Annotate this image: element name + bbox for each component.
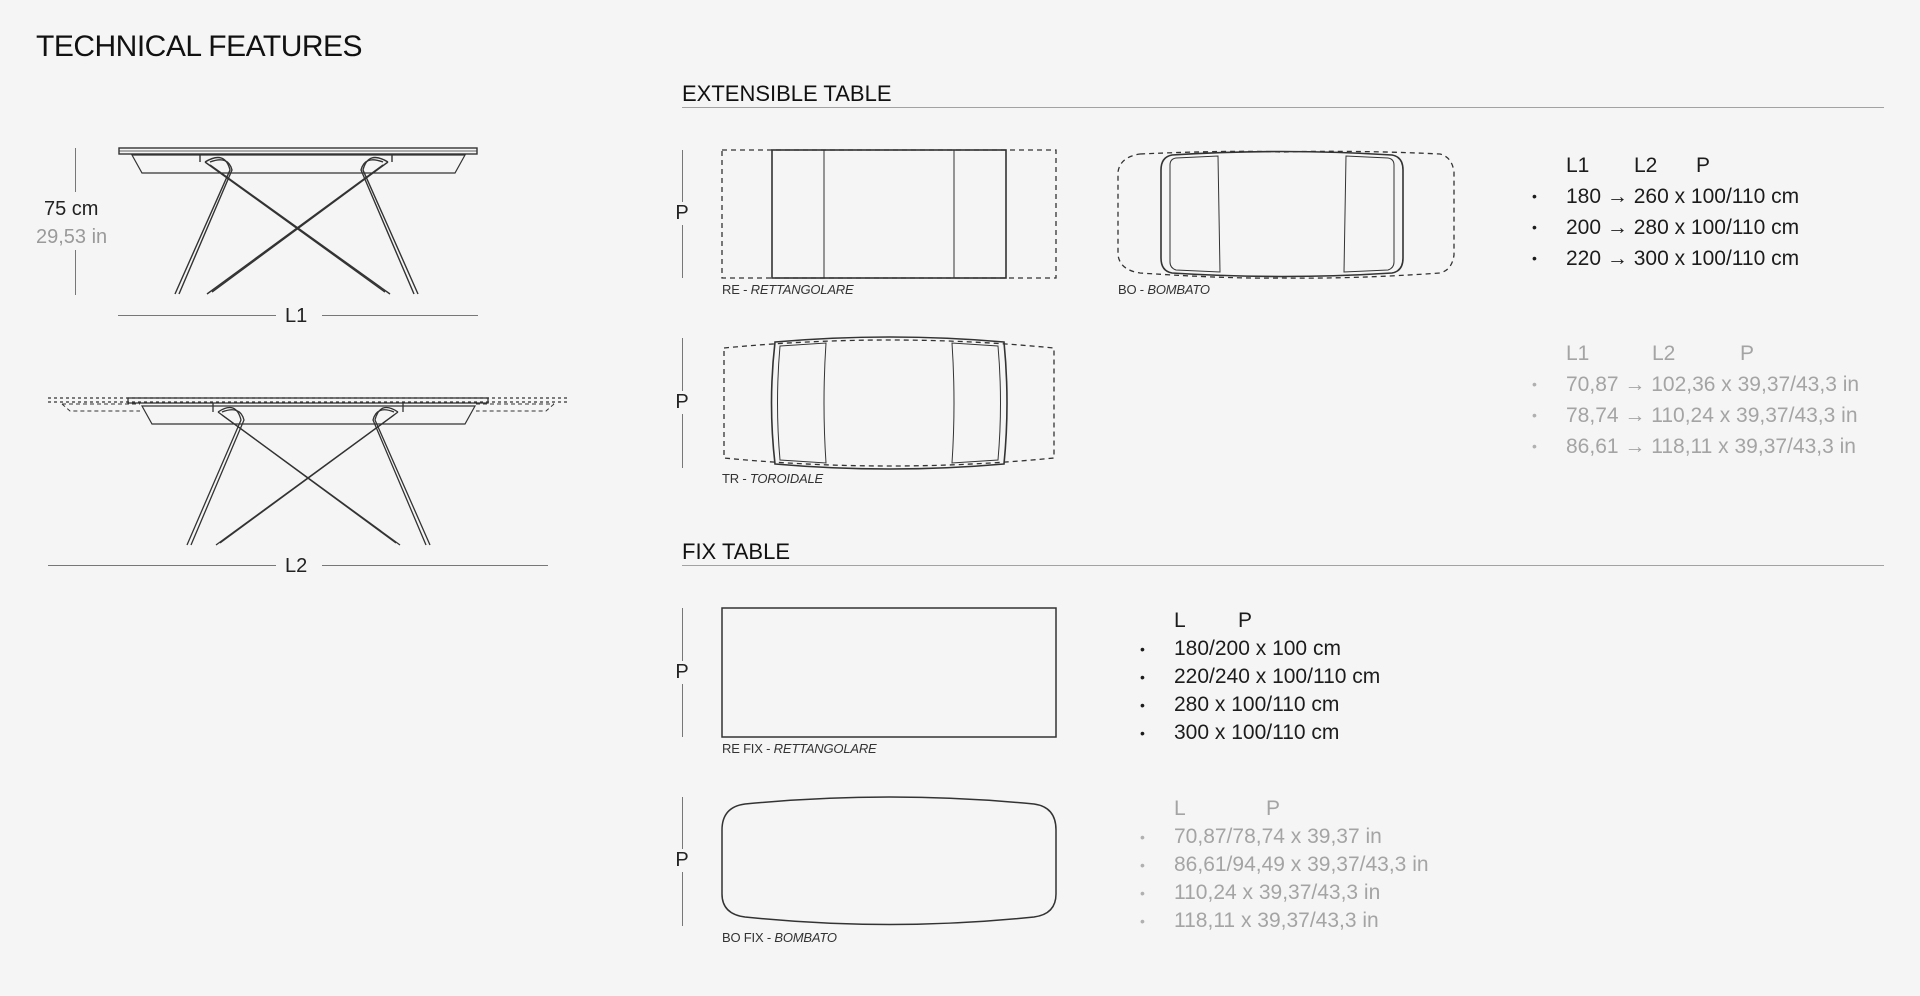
p-label: P (673, 202, 691, 225)
page-title: TECHNICAL FEATURES (36, 30, 363, 63)
size-row: • 200 → 280 x 100/110 cm (1532, 212, 1799, 243)
size-row: • 118,11 x 39,37/43,3 in (1140, 907, 1429, 935)
size-row: • 180/200 x 100 cm (1140, 635, 1380, 663)
header-p: P (1266, 797, 1281, 820)
bo-caption: BO - BOMBATO (1118, 282, 1210, 297)
extensible-section-title: EXTENSIBLE TABLE (682, 81, 892, 106)
p-label: P (673, 849, 691, 872)
header-l2: L2 (1634, 154, 1658, 177)
height-in: 29,53 in (36, 226, 108, 248)
l2-label: L2 (285, 555, 308, 577)
fix-section-title: FIX TABLE (682, 539, 791, 564)
header-p: P (1740, 342, 1755, 365)
re-caption: RE - RETTANGOLARE (722, 282, 854, 297)
p-label: P (673, 661, 691, 684)
size-row: • 86,61/94,49 x 39,37/43,3 in (1140, 851, 1429, 879)
p-label: P (673, 391, 691, 414)
size-row: • 280 x 100/110 cm (1140, 691, 1380, 719)
size-row: • 300 x 100/110 cm (1140, 719, 1380, 747)
size-row: • 110,24 x 39,37/43,3 in (1140, 879, 1429, 907)
header-p: P (1696, 154, 1711, 177)
header-l1: L1 (1566, 154, 1590, 177)
size-row: • 78,74 → 110,24 x 39,37/43,3 in (1532, 400, 1859, 431)
height-cm: 75 cm (44, 198, 99, 220)
header-p: P (1238, 609, 1253, 632)
size-row: • 180 → 260 x 100/110 cm (1532, 181, 1799, 212)
extensible-sizes-cm (1532, 150, 1799, 274)
re-fix-caption: RE FIX - RETTANGOLARE (722, 741, 877, 756)
fix-sizes-in (1140, 795, 1429, 935)
size-row: • 70,87 → 102,36 x 39,37/43,3 in (1532, 369, 1859, 400)
tr-caption: TR - TOROIDALE (722, 471, 823, 486)
header-l: L (1174, 797, 1186, 820)
size-row: • 220/240 x 100/110 cm (1140, 663, 1380, 691)
size-row: • 70,87/78,74 x 39,37 in (1140, 823, 1429, 851)
header-l: L (1174, 609, 1186, 632)
extensible-sizes-in (1532, 338, 1859, 462)
size-row: • 86,61 → 118,11 x 39,37/43,3 in (1532, 431, 1859, 462)
l1-label: L1 (285, 305, 308, 327)
bo-fix-caption: BO FIX - BOMBATO (722, 930, 837, 945)
size-row: • 220 → 300 x 100/110 cm (1532, 243, 1799, 274)
fix-sizes-cm (1140, 607, 1380, 747)
header-l2: L2 (1652, 342, 1676, 365)
header-l1: L1 (1566, 342, 1590, 365)
